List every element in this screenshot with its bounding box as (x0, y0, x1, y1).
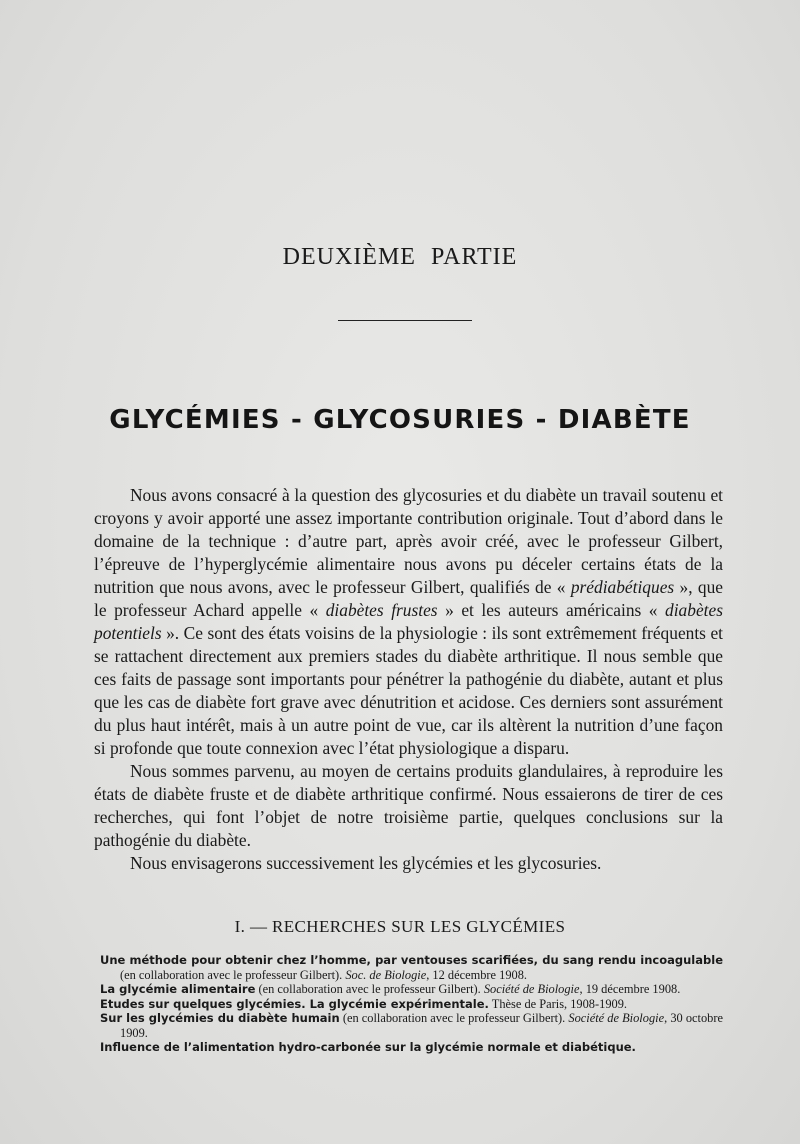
reference-detail: , 12 décembre 1908. (426, 967, 528, 982)
reference-entry (100, 953, 723, 982)
text-run: » et les auteurs américains « (437, 600, 666, 620)
reference-entry (100, 982, 723, 997)
reference-entry (100, 1040, 723, 1055)
part-heading: DEUXIÈME PARTIE (282, 244, 518, 270)
body-paragraph (94, 760, 723, 852)
reference-title: Influence de l’alimentation hydro-carbonée sur la glycémie normale et diabétique. (100, 1040, 636, 1054)
reference-journal: Soc. de Biologie (345, 967, 427, 982)
reference-title: Une méthode pour obtenir chez l’homme, par ventouses scarifiées, du sang rendu incoagulable (100, 953, 723, 967)
italic-term: diabètes frustes (325, 600, 438, 620)
text-run: Nous avons consacré à la question des glycosuries et du diabète un travail soutenu et croyons y avoir apporté une assez importante contribution originale. Tout d’abord dans le domaine de la technique : d’autre part, après avoir créé, avec le professeur Gilbert, l’épreuve de l’hyperglycémie alimentaire nous avons pu déceler certains états de la nutrition que nous avons, avec le professeur Gilbert, qualifiés de « (94, 485, 723, 597)
body-paragraph (94, 484, 723, 760)
decorative-rule (338, 320, 472, 321)
italic-term: diabètes potentiels (94, 600, 723, 643)
reference-detail: , 30 octobre 1909. (120, 1011, 723, 1040)
italic-term: prédiabétiques (570, 577, 675, 597)
reference-journal: Société de Biologie (483, 982, 580, 996)
text-run: Nous sommes parvenu, au moyen de certains produits glandulaires, à reproduire les états de diabète fruste et de diabète arthritique confirmé. Nous essaierons de tirer de ces recherches, qui font l’objet de notre troisième partie, quelques conclusions sur la pathogénie du diabète. (94, 761, 723, 850)
text-run: Nous envisagerons successivement les glycémies et les glycosuries. (130, 853, 602, 873)
reference-journal: Société de Biologie (568, 1011, 665, 1025)
main-title: GLYCÉMIES - GLYCOSURIES - DIABÈTE (109, 405, 691, 435)
reference-entry (100, 1011, 723, 1040)
body-text (94, 484, 723, 875)
reference-detail: , 19 décembre 1908. (579, 982, 681, 996)
reference-detail: Thèse de Paris, 1908-1909. (488, 996, 628, 1011)
reference-title: Etudes sur quelques glycémies. La glycémie expérimentale. (100, 996, 489, 1011)
text-run: », que le professeur Achard appelle « (94, 577, 723, 620)
reference-title: Sur les glycémies du diabète humain (100, 1011, 340, 1025)
reference-entry (100, 997, 723, 1012)
reference-list (100, 953, 723, 1055)
text-run: ». Ce sont des états voisins de la physiologie : ils sont extrêmement fréquents et se rattachent directement aux premiers stades du diabète arthritique. Il nous semble que ces faits de passage sont importants pour pénétrer la pathogénie du diabète, autant et plus que les cas de diabète fort grave avec dénutrition et acidose. Ces derniers sont assurément du plus haut intérêt, mais à un autre point de vue, car ils altèrent la nutrition d’une façon si profonde que toute connexion avec l’état physiologique a disparu. (94, 623, 723, 758)
reference-detail: (en collaboration avec le professeur Gilbert). (339, 1011, 569, 1025)
body-paragraph (94, 852, 723, 875)
section-heading: I. — RECHERCHES SUR LES GLYCÉMIES (234, 917, 566, 936)
reference-detail: (en collaboration avec le professeur Gilbert). (120, 967, 346, 982)
reference-title: La glycémie alimentaire (100, 982, 256, 996)
reference-detail: (en collaboration avec le professeur Gilbert). (255, 982, 484, 996)
